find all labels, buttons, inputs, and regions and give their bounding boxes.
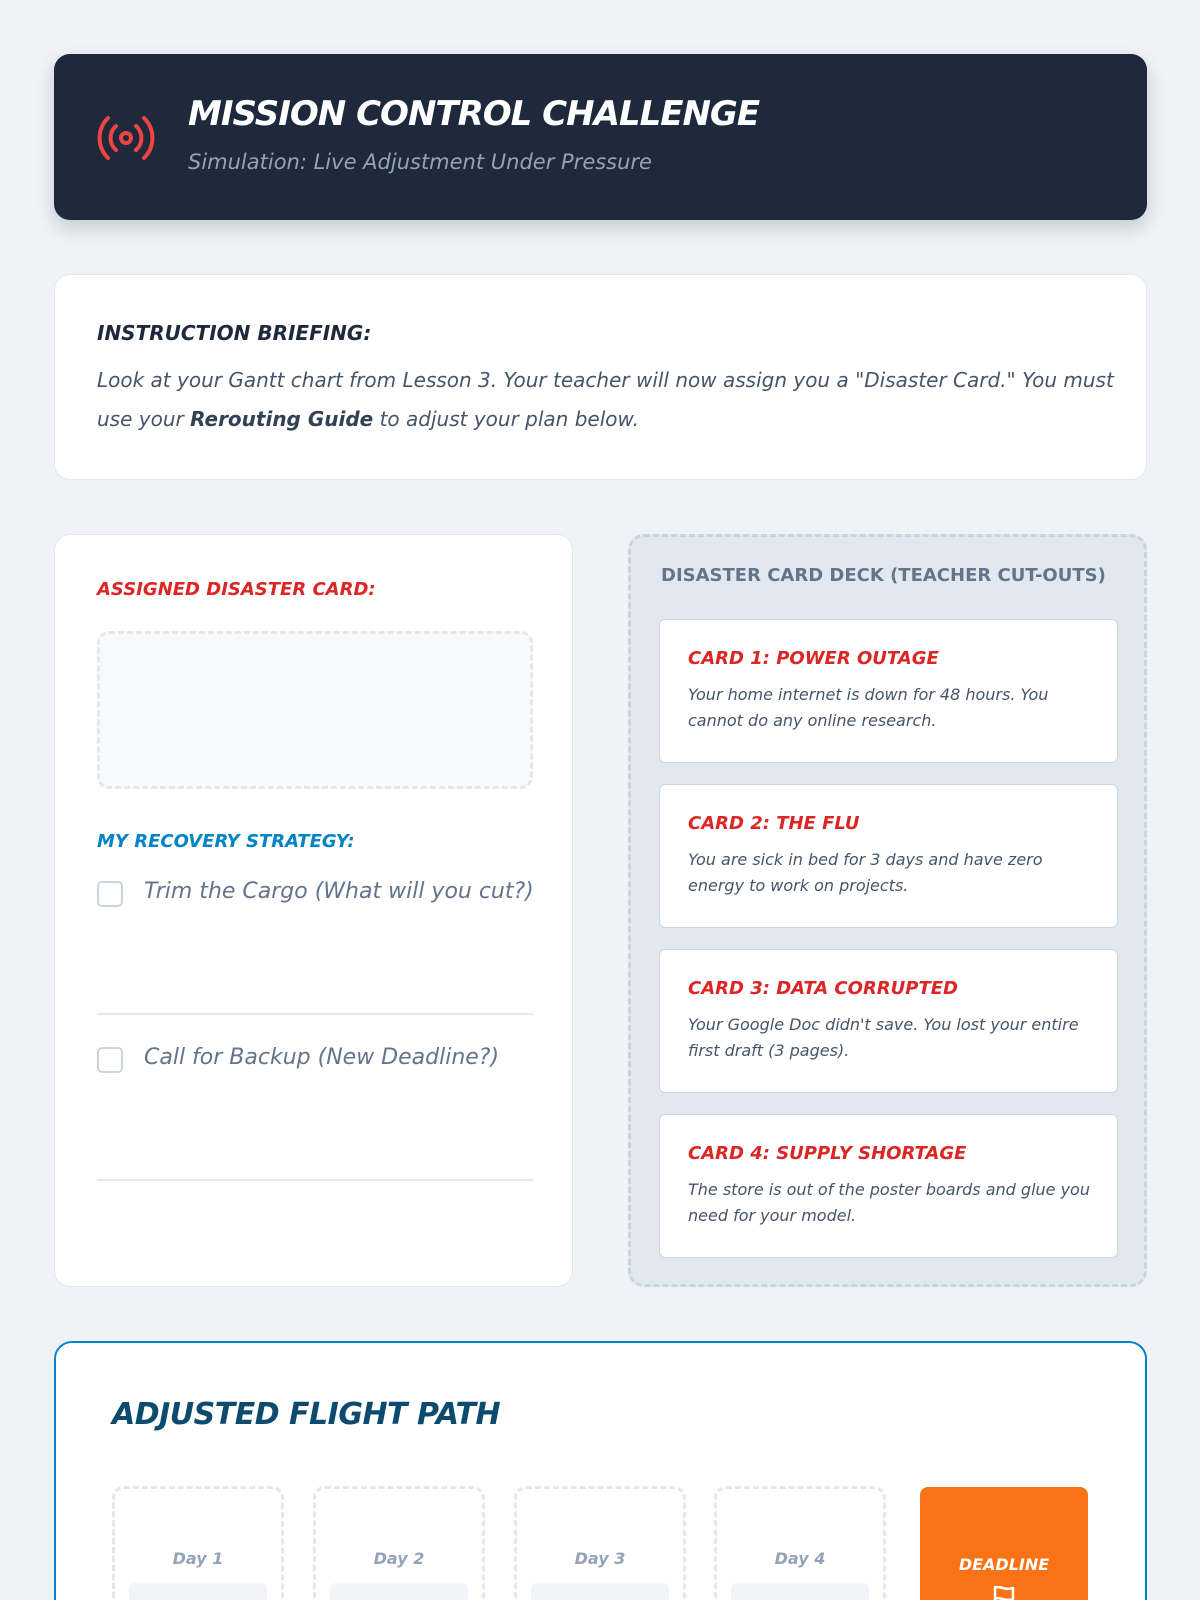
- disaster-card-1[interactable]: [659, 619, 1118, 763]
- page-title: MISSION CONTROL CHALLENGE: [188, 94, 760, 134]
- briefing-text-end: to adjust your plan below.: [373, 407, 639, 431]
- trim-cargo-answer-line[interactable]: [97, 1013, 533, 1015]
- day-slot-1[interactable]: [112, 1486, 284, 1600]
- disaster-card-title: CARD 3: DATA CORRUPTED: [688, 978, 958, 999]
- day-label: Day 4: [774, 1549, 826, 1568]
- briefing-heading: INSTRUCTION BRIEFING:: [97, 321, 372, 345]
- disaster-card-title: CARD 1: POWER OUTAGE: [688, 648, 939, 669]
- flag-icon: [990, 1583, 1018, 1600]
- briefing-text-start: Look at your Gantt chart from Lesson 3. Your teacher will now assign you a "Disaster Card." You must use your: [97, 368, 1114, 431]
- disaster-card-deck: [628, 534, 1147, 1287]
- briefing-body: [97, 361, 1117, 439]
- disaster-card-2[interactable]: [659, 784, 1118, 928]
- disaster-card-title: CARD 2: THE FLU: [688, 813, 860, 834]
- trim-cargo-checkbox[interactable]: [97, 881, 123, 907]
- adjusted-flight-path: [54, 1341, 1147, 1600]
- day-task-slot[interactable]: [129, 1583, 267, 1600]
- day-label: Day 3: [574, 1549, 626, 1568]
- day-task-slot[interactable]: [531, 1583, 669, 1600]
- assigned-card-dropzone[interactable]: [97, 631, 533, 789]
- day-slot-2[interactable]: [313, 1486, 485, 1600]
- day-label: Day 2: [373, 1549, 425, 1568]
- day-task-slot[interactable]: [330, 1583, 468, 1600]
- disaster-card-3[interactable]: [659, 949, 1118, 1093]
- deadline-label: DEADLINE: [958, 1555, 1050, 1574]
- day-label: Day 1: [172, 1549, 224, 1568]
- deck-title: DISASTER CARD DECK (TEACHER CUT-OUTS): [661, 565, 1106, 586]
- rerouting-guide-link: Rerouting Guide: [190, 407, 374, 431]
- instruction-briefing: [54, 274, 1147, 480]
- disaster-card-4[interactable]: [659, 1114, 1118, 1258]
- assignment-panel: [54, 534, 573, 1287]
- page-subtitle: Simulation: Live Adjustment Under Pressure: [188, 150, 652, 174]
- broadcast-icon: [94, 106, 158, 170]
- deadline-block: [920, 1487, 1088, 1600]
- disaster-card-text: You are sick in bed for 3 days and have zero energy to work on projects.: [688, 850, 1043, 895]
- call-backup-label: Call for Backup (New Deadline?): [144, 1045, 500, 1070]
- trim-cargo-label: Trim the Cargo (What will you cut?): [144, 879, 534, 904]
- call-backup-answer-line[interactable]: [97, 1179, 533, 1181]
- disaster-card-title: CARD 4: SUPPLY SHORTAGE: [688, 1143, 967, 1164]
- disaster-card-text: Your home internet is down for 48 hours. You cannot do any online research.: [688, 685, 1049, 730]
- day-slot-3[interactable]: [514, 1486, 686, 1600]
- strategy-option-call-backup[interactable]: [97, 1045, 533, 1185]
- call-backup-checkbox[interactable]: [97, 1047, 123, 1073]
- mission-header: [54, 54, 1147, 220]
- strategy-option-trim-cargo[interactable]: [97, 879, 533, 1019]
- flight-path-title: ADJUSTED FLIGHT PATH: [112, 1397, 501, 1432]
- recovery-strategy-label: MY RECOVERY STRATEGY:: [97, 831, 355, 852]
- disaster-card-text: The store is out of the poster boards and glue you need for your model.: [688, 1180, 1090, 1225]
- day-task-slot[interactable]: [731, 1583, 869, 1600]
- disaster-card-text: Your Google Doc didn't save. You lost your entire first draft (3 pages).: [688, 1015, 1079, 1060]
- assigned-card-label: ASSIGNED DISASTER CARD:: [97, 579, 376, 600]
- day-slot-4[interactable]: [714, 1486, 886, 1600]
